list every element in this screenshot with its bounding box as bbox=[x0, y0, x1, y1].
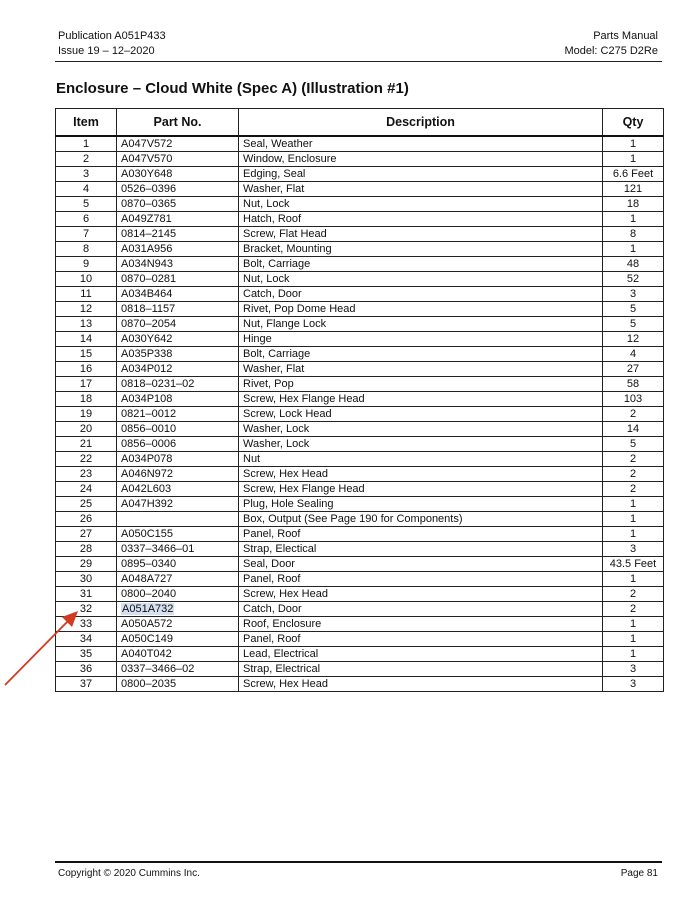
item-number: 5 bbox=[56, 197, 117, 212]
quantity: 1 bbox=[603, 527, 664, 542]
item-number: 24 bbox=[56, 482, 117, 497]
item-number: 14 bbox=[56, 332, 117, 347]
table-row bbox=[56, 617, 664, 632]
item-number: 35 bbox=[56, 647, 117, 662]
table-row bbox=[56, 437, 664, 452]
item-number: 22 bbox=[56, 452, 117, 467]
table-row bbox=[56, 512, 664, 527]
quantity: 43.5 Feet bbox=[603, 557, 664, 572]
part-description: Panel, Roof bbox=[239, 632, 603, 647]
table-row bbox=[56, 182, 664, 197]
table-row bbox=[56, 347, 664, 362]
item-number: 10 bbox=[56, 272, 117, 287]
part-number: A050A572 bbox=[117, 617, 239, 632]
quantity: 1 bbox=[603, 497, 664, 512]
item-number: 18 bbox=[56, 392, 117, 407]
item-number: 37 bbox=[56, 677, 117, 692]
table-row bbox=[56, 152, 664, 167]
table-row bbox=[56, 542, 664, 557]
part-description: Catch, Door bbox=[239, 602, 603, 617]
item-number: 19 bbox=[56, 407, 117, 422]
table-row bbox=[56, 422, 664, 437]
item-number: 3 bbox=[56, 167, 117, 182]
part-number: 0337–3466–02 bbox=[117, 662, 239, 677]
quantity: 8 bbox=[603, 227, 664, 242]
quantity: 1 bbox=[603, 512, 664, 527]
table-row bbox=[56, 362, 664, 377]
part-number: A048A727 bbox=[117, 572, 239, 587]
part-description: Bolt, Carriage bbox=[239, 347, 603, 362]
table-row bbox=[56, 257, 664, 272]
part-number: 0870–0281 bbox=[117, 272, 239, 287]
table-row bbox=[56, 632, 664, 647]
part-number: A040T042 bbox=[117, 647, 239, 662]
table-row bbox=[56, 242, 664, 257]
quantity: 1 bbox=[603, 572, 664, 587]
part-description: Nut, Lock bbox=[239, 197, 603, 212]
table-header-row bbox=[56, 109, 664, 137]
column-header-item: Item bbox=[56, 109, 117, 137]
part-description: Strap, Electrical bbox=[239, 662, 603, 677]
column-header-qty: Qty bbox=[603, 109, 664, 137]
item-number: 12 bbox=[56, 302, 117, 317]
highlighted-part-number: A051A732 bbox=[122, 603, 174, 615]
table-row bbox=[56, 302, 664, 317]
part-description: Screw, Hex Head bbox=[239, 587, 603, 602]
table-row bbox=[56, 167, 664, 182]
parts-table bbox=[55, 108, 664, 692]
part-description: Seal, Door bbox=[239, 557, 603, 572]
table-row bbox=[56, 572, 664, 587]
quantity: 1 bbox=[603, 242, 664, 257]
item-number: 29 bbox=[56, 557, 117, 572]
part-description: Washer, Flat bbox=[239, 362, 603, 377]
part-description: Window, Enclosure bbox=[239, 152, 603, 167]
part-number bbox=[117, 512, 239, 527]
item-number: 30 bbox=[56, 572, 117, 587]
item-number: 9 bbox=[56, 257, 117, 272]
table-row bbox=[56, 527, 664, 542]
quantity: 1 bbox=[603, 152, 664, 167]
quantity: 4 bbox=[603, 347, 664, 362]
part-description: Lead, Electrical bbox=[239, 647, 603, 662]
copyright: Copyright © 2020 Cummins Inc. bbox=[58, 868, 200, 879]
part-number: A035P338 bbox=[117, 347, 239, 362]
part-description: Screw, Flat Head bbox=[239, 227, 603, 242]
part-description: Plug, Hole Sealing bbox=[239, 497, 603, 512]
part-number: A030Y648 bbox=[117, 167, 239, 182]
quantity: 3 bbox=[603, 287, 664, 302]
item-number: 4 bbox=[56, 182, 117, 197]
item-number: 11 bbox=[56, 287, 117, 302]
part-description: Panel, Roof bbox=[239, 527, 603, 542]
part-number: A034P012 bbox=[117, 362, 239, 377]
table-row bbox=[56, 287, 664, 302]
part-number: 0814–2145 bbox=[117, 227, 239, 242]
item-number: 13 bbox=[56, 317, 117, 332]
item-number: 15 bbox=[56, 347, 117, 362]
item-number: 17 bbox=[56, 377, 117, 392]
quantity: 27 bbox=[603, 362, 664, 377]
part-number: A050C149 bbox=[117, 632, 239, 647]
item-number: 2 bbox=[56, 152, 117, 167]
part-number bbox=[117, 602, 239, 617]
table-row bbox=[56, 557, 664, 572]
part-description: Rivet, Pop bbox=[239, 377, 603, 392]
quantity: 1 bbox=[603, 136, 664, 152]
quantity: 12 bbox=[603, 332, 664, 347]
item-number: 32 bbox=[56, 602, 117, 617]
part-number: 0821–0012 bbox=[117, 407, 239, 422]
quantity: 2 bbox=[603, 452, 664, 467]
quantity: 2 bbox=[603, 467, 664, 482]
quantity: 121 bbox=[603, 182, 664, 197]
part-description: Washer, Flat bbox=[239, 182, 603, 197]
part-number: A034P108 bbox=[117, 392, 239, 407]
quantity: 1 bbox=[603, 212, 664, 227]
quantity: 52 bbox=[603, 272, 664, 287]
header-divider bbox=[55, 61, 662, 62]
part-description: Nut, Flange Lock bbox=[239, 317, 603, 332]
part-number: 0818–1157 bbox=[117, 302, 239, 317]
item-number: 25 bbox=[56, 497, 117, 512]
part-number: 0800–2035 bbox=[117, 677, 239, 692]
part-description: Nut bbox=[239, 452, 603, 467]
part-description: Hatch, Roof bbox=[239, 212, 603, 227]
publication-number: Publication A051P433 bbox=[58, 30, 166, 42]
table-row bbox=[56, 317, 664, 332]
quantity: 5 bbox=[603, 302, 664, 317]
part-description: Screw, Hex Flange Head bbox=[239, 392, 603, 407]
part-number: A047H392 bbox=[117, 497, 239, 512]
table-row bbox=[56, 227, 664, 242]
part-number: A034B464 bbox=[117, 287, 239, 302]
table-row bbox=[56, 662, 664, 677]
table-row bbox=[56, 332, 664, 347]
item-number: 34 bbox=[56, 632, 117, 647]
quantity: 58 bbox=[603, 377, 664, 392]
quantity: 14 bbox=[603, 422, 664, 437]
item-number: 7 bbox=[56, 227, 117, 242]
part-number: A047V572 bbox=[117, 136, 239, 152]
manual-type: Parts Manual bbox=[593, 30, 658, 42]
table-row bbox=[56, 647, 664, 662]
table-row bbox=[56, 136, 664, 152]
item-number: 33 bbox=[56, 617, 117, 632]
item-number: 21 bbox=[56, 437, 117, 452]
table-row bbox=[56, 587, 664, 602]
part-number: A030Y642 bbox=[117, 332, 239, 347]
part-number: A034N943 bbox=[117, 257, 239, 272]
part-number: 0870–0365 bbox=[117, 197, 239, 212]
part-description: Hinge bbox=[239, 332, 603, 347]
page-title: Enclosure – Cloud White (Spec A) (Illustration #1) bbox=[56, 80, 409, 97]
part-number: A049Z781 bbox=[117, 212, 239, 227]
part-description: Roof, Enclosure bbox=[239, 617, 603, 632]
quantity: 3 bbox=[603, 542, 664, 557]
quantity: 5 bbox=[603, 437, 664, 452]
part-description: Bracket, Mounting bbox=[239, 242, 603, 257]
part-number: A042L603 bbox=[117, 482, 239, 497]
item-number: 6 bbox=[56, 212, 117, 227]
part-description: Nut, Lock bbox=[239, 272, 603, 287]
item-number: 26 bbox=[56, 512, 117, 527]
table-row bbox=[56, 602, 664, 617]
item-number: 28 bbox=[56, 542, 117, 557]
table-row bbox=[56, 392, 664, 407]
part-description: Screw, Hex Flange Head bbox=[239, 482, 603, 497]
part-description: Screw, Hex Head bbox=[239, 677, 603, 692]
quantity: 3 bbox=[603, 662, 664, 677]
table-row bbox=[56, 272, 664, 287]
item-number: 16 bbox=[56, 362, 117, 377]
part-description: Edging, Seal bbox=[239, 167, 603, 182]
part-description: Screw, Hex Head bbox=[239, 467, 603, 482]
table-row bbox=[56, 497, 664, 512]
quantity: 48 bbox=[603, 257, 664, 272]
item-number: 27 bbox=[56, 527, 117, 542]
part-description: Screw, Lock Head bbox=[239, 407, 603, 422]
part-description: Strap, Electical bbox=[239, 542, 603, 557]
quantity: 2 bbox=[603, 587, 664, 602]
quantity: 1 bbox=[603, 617, 664, 632]
part-number: 0526–0396 bbox=[117, 182, 239, 197]
quantity: 6.6 Feet bbox=[603, 167, 664, 182]
quantity: 1 bbox=[603, 647, 664, 662]
header-right bbox=[564, 29, 658, 59]
table-row bbox=[56, 212, 664, 227]
part-description: Rivet, Pop Dome Head bbox=[239, 302, 603, 317]
quantity: 1 bbox=[603, 632, 664, 647]
quantity: 2 bbox=[603, 482, 664, 497]
quantity: 2 bbox=[603, 602, 664, 617]
part-number: A050C155 bbox=[117, 527, 239, 542]
item-number: 36 bbox=[56, 662, 117, 677]
part-description: Washer, Lock bbox=[239, 437, 603, 452]
page-number: Page 81 bbox=[620, 868, 658, 879]
item-number: 20 bbox=[56, 422, 117, 437]
parts-table-body bbox=[56, 136, 664, 692]
model-name: Model: C275 D2Re bbox=[564, 45, 658, 57]
part-description: Panel, Roof bbox=[239, 572, 603, 587]
part-number: 0337–3466–01 bbox=[117, 542, 239, 557]
table-row bbox=[56, 677, 664, 692]
part-number: 0856–0010 bbox=[117, 422, 239, 437]
table-row bbox=[56, 197, 664, 212]
part-number: A047V570 bbox=[117, 152, 239, 167]
table-row bbox=[56, 407, 664, 422]
quantity: 5 bbox=[603, 317, 664, 332]
table-row bbox=[56, 482, 664, 497]
item-number: 1 bbox=[56, 136, 117, 152]
table-row bbox=[56, 467, 664, 482]
part-number: 0895–0340 bbox=[117, 557, 239, 572]
column-header-part-no: Part No. bbox=[117, 109, 239, 137]
part-number: A031A956 bbox=[117, 242, 239, 257]
column-header-description: Description bbox=[239, 109, 603, 137]
part-description: Catch, Door bbox=[239, 287, 603, 302]
item-number: 23 bbox=[56, 467, 117, 482]
part-number: 0800–2040 bbox=[117, 587, 239, 602]
quantity: 103 bbox=[603, 392, 664, 407]
item-number: 8 bbox=[56, 242, 117, 257]
quantity: 18 bbox=[603, 197, 664, 212]
part-number: A046N972 bbox=[117, 467, 239, 482]
quantity: 2 bbox=[603, 407, 664, 422]
part-description: Box, Output (See Page 190 for Components) bbox=[239, 512, 603, 527]
part-number: 0870–2054 bbox=[117, 317, 239, 332]
footer-divider bbox=[55, 861, 662, 863]
part-description: Seal, Weather bbox=[239, 136, 603, 152]
part-number: 0818–0231–02 bbox=[117, 377, 239, 392]
part-number: A034P078 bbox=[117, 452, 239, 467]
part-number: 0856–0006 bbox=[117, 437, 239, 452]
issue-date: Issue 19 – 12–2020 bbox=[58, 45, 155, 57]
header-left bbox=[58, 29, 166, 59]
table-row bbox=[56, 377, 664, 392]
quantity: 3 bbox=[603, 677, 664, 692]
part-description: Washer, Lock bbox=[239, 422, 603, 437]
part-description: Bolt, Carriage bbox=[239, 257, 603, 272]
table-row bbox=[56, 452, 664, 467]
item-number: 31 bbox=[56, 587, 117, 602]
